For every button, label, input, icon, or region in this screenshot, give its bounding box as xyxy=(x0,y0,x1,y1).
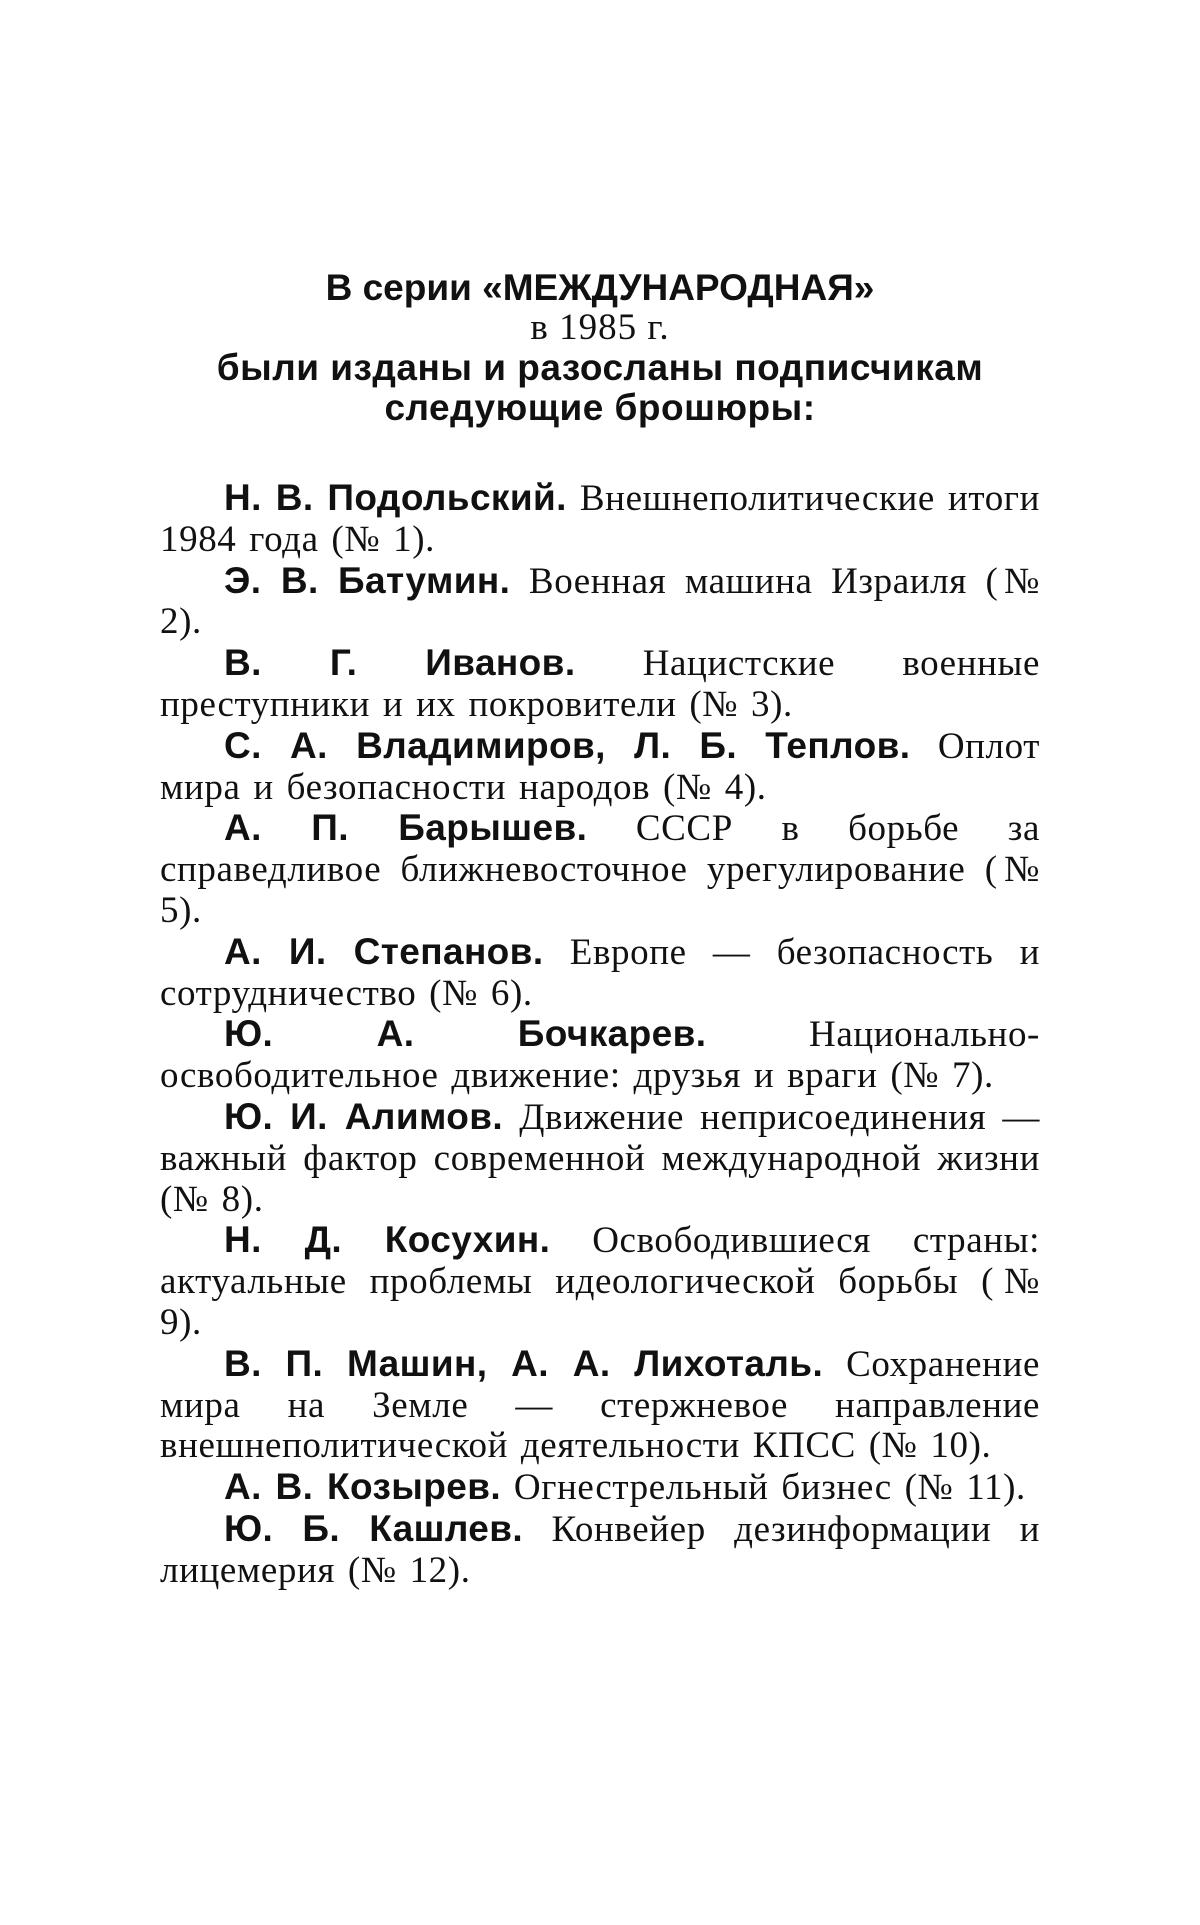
brochure-entry xyxy=(160,1014,1040,1097)
brochure-entry xyxy=(160,1509,1040,1592)
brochure-entry xyxy=(160,808,1040,931)
entry-author: Ю. Б. Кашлев. xyxy=(224,1507,524,1549)
brochure-list xyxy=(160,478,1040,1592)
brochure-entry xyxy=(160,1220,1040,1343)
entry-title: Сохранение мира на Земле — стержневое направление внешнеполитической деятельности КПСС (№ 10). xyxy=(160,1343,1040,1467)
entry-title: Внешнеполитические итоги 1984 года (№ 1). xyxy=(160,478,1040,560)
brochure-entry xyxy=(160,643,1040,726)
brochure-entry xyxy=(160,1097,1040,1220)
entry-title: Оплот мира и безопасности народов (№ 4). xyxy=(160,725,1040,808)
entry-author: Н. В. Подольский. xyxy=(224,477,567,518)
entry-author: А. И. Степанов. xyxy=(224,930,544,972)
entry-author: Ю. И. Алимов. xyxy=(224,1095,504,1137)
heading-published-line: были изданы и разосланы подписчикам xyxy=(216,347,984,388)
heading-series-title: В серии «МЕЖДУНАРОДНАЯ» xyxy=(325,267,875,308)
series-heading xyxy=(0,268,1200,428)
entry-title: Освободившиеся страны: актуальные проблемы идеологической борьбы (№ 9). xyxy=(160,1220,1040,1343)
entry-author: А. П. Барышев. xyxy=(224,807,588,849)
entry-author: В. П. Машин, А. А. Лихоталь. xyxy=(224,1342,824,1384)
brochure-entry xyxy=(160,726,1040,809)
entry-title: Национально-освободительное движение: друзья и враги (№ 7). xyxy=(160,1014,1040,1097)
entry-author: А. В. Козырев. xyxy=(224,1466,502,1508)
entry-title: СССР в борьбе за справедливое ближневосточное урегулирование (№ 5). xyxy=(160,808,1040,931)
entry-title: Европе — безопасность и сотрудничество (№ 6). xyxy=(160,931,1040,1014)
heading-brochures-line: следующие брошюры: xyxy=(384,387,816,428)
entry-author: С. А. Владимиров, Л. Б. Теплов. xyxy=(224,724,911,766)
entry-title: Огнестрельный бизнес (№ 11). xyxy=(513,1467,1026,1509)
entry-title: Конвейер дезинформации и лицемерия (№ 12). xyxy=(160,1508,1040,1591)
entry-title: Движение неприсоединения — важный фактор современной международной жизни (№ 8). xyxy=(160,1096,1040,1220)
entry-author: Ю. А. Бочкарев. xyxy=(224,1013,707,1055)
entry-author: В. Г. Иванов. xyxy=(224,642,576,684)
entry-title: Военная машина Израиля (№ 2). xyxy=(160,560,1041,643)
heading-year: в 1985 г. xyxy=(530,307,670,348)
brochure-entry xyxy=(160,1467,1040,1509)
entry-author: Э. В. Батумин. xyxy=(224,559,511,601)
brochure-entry xyxy=(160,478,1040,561)
entry-author: Н. Д. Косухин. xyxy=(224,1219,551,1261)
entry-title: Нацистские военные преступники и их покровители (№ 3). xyxy=(160,643,1040,725)
brochure-entry xyxy=(160,932,1040,1015)
brochure-entry xyxy=(160,561,1040,644)
brochure-entry xyxy=(160,1344,1040,1467)
